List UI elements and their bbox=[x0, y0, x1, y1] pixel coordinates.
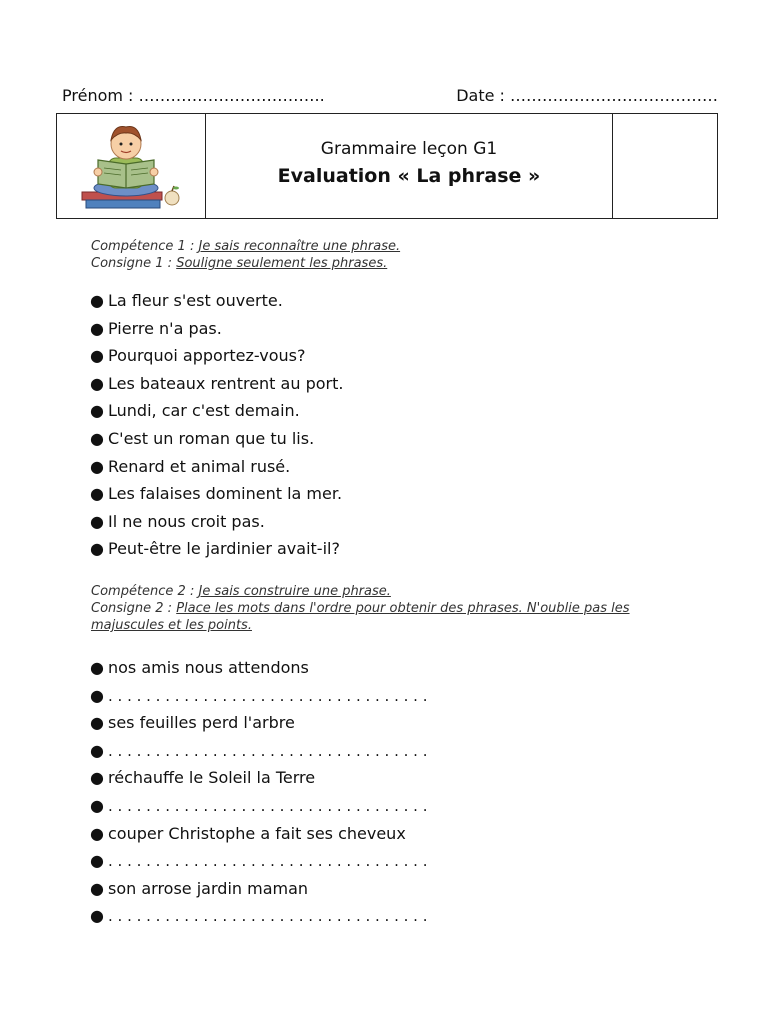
bullet-icon: ● bbox=[90, 291, 104, 310]
bullet-icon: ● bbox=[90, 428, 104, 448]
bullet-icon: ● bbox=[90, 768, 104, 788]
list-item[interactable]: ● Peut-être le jardinier avait-il? bbox=[90, 535, 343, 563]
bullet-icon: ● bbox=[90, 713, 104, 733]
bullet-icon: ● bbox=[90, 823, 104, 843]
score-cell bbox=[613, 114, 717, 218]
list-item: ● couper Christophe a fait ses cheveux bbox=[90, 820, 427, 848]
illustration-cell bbox=[57, 114, 206, 218]
header-table bbox=[56, 113, 718, 219]
list-item: ● nos amis nous attendons bbox=[90, 654, 427, 682]
bullet-icon: ● bbox=[90, 511, 104, 531]
list-item[interactable]: ● Pourquoi apportez-vous? bbox=[90, 342, 343, 370]
bullet-icon: ● bbox=[90, 658, 104, 677]
list-item[interactable]: ● C'est un roman que tu lis. bbox=[90, 425, 343, 453]
title-cell bbox=[206, 114, 613, 218]
bullet-icon: ● bbox=[90, 795, 104, 815]
reading-child-illustration bbox=[76, 118, 186, 214]
list-item: ● son arrose jardin maman bbox=[90, 875, 427, 903]
bullet-icon: ● bbox=[90, 456, 104, 476]
competence-1: Compétence 1 : Je sais reconnaître une phrase. bbox=[91, 239, 401, 254]
section2-instructions bbox=[91, 583, 630, 634]
list-item[interactable]: ● Il ne nous croit pas. bbox=[90, 508, 343, 536]
answer-line[interactable]: ● . . . . . . . . . . . . . . . . . . . . . . . . . . . . . . . . . . bbox=[90, 682, 427, 710]
sentence-list bbox=[90, 287, 343, 563]
answer-line[interactable]: ● . . . . . . . . . . . . . . . . . . . . . . . . . . . . . . . . . . bbox=[90, 792, 427, 820]
list-item[interactable]: ● Les falaises dominent la mer. bbox=[90, 480, 343, 508]
answer-line[interactable]: ● . . . . . . . . . . . . . . . . . . . . . . . . . . . . . . . . . . bbox=[90, 737, 427, 765]
bullet-icon: ● bbox=[90, 346, 104, 366]
answer-line[interactable]: ● . . . . . . . . . . . . . . . . . . . . . . . . . . . . . . . . . . bbox=[90, 847, 427, 875]
list-item: ● réchauffe le Soleil la Terre bbox=[90, 764, 427, 792]
list-item[interactable]: ● Les bateaux rentrent au port. bbox=[90, 370, 343, 398]
word-order-list bbox=[90, 654, 427, 930]
list-item[interactable]: ● Lundi, car c'est demain. bbox=[90, 397, 343, 425]
lesson-title: Grammaire leçon G1 bbox=[320, 139, 498, 159]
consigne-2: Consigne 2 : Place les mots dans l'ordre pour obtenir des phrases. N'oublie pas les bbox=[91, 601, 630, 616]
bullet-icon: ● bbox=[90, 878, 104, 898]
competence-2: Compétence 2 : Je sais construire une phrase. bbox=[91, 584, 391, 599]
bullet-icon: ● bbox=[90, 685, 104, 705]
student-info-line bbox=[62, 86, 718, 105]
bullet-icon: ● bbox=[90, 851, 104, 871]
list-item[interactable]: ● La fleur s'est ouverte. bbox=[90, 287, 343, 315]
list-item[interactable]: ● Pierre n'a pas. bbox=[90, 315, 343, 343]
list-item[interactable]: ● Renard et animal rusé. bbox=[90, 453, 343, 481]
bullet-icon: ● bbox=[90, 401, 104, 421]
bullet-icon: ● bbox=[90, 373, 104, 393]
bullet-icon: ● bbox=[90, 906, 104, 926]
bullet-icon: ● bbox=[90, 318, 104, 338]
bullet-icon: ● bbox=[90, 740, 104, 760]
consigne-1: Consigne 1 : Souligne seulement les phrases. bbox=[91, 256, 388, 271]
bullet-icon: ● bbox=[90, 539, 104, 559]
date-field: Date : ………………………………… bbox=[456, 86, 718, 105]
list-item: ● ses feuilles perd l'arbre bbox=[90, 709, 427, 737]
prenom-field: Prénom : …………………………….. bbox=[62, 86, 325, 105]
bullet-icon: ● bbox=[90, 484, 104, 504]
evaluation-title: Evaluation « La phrase » bbox=[277, 165, 541, 187]
answer-line[interactable]: ● . . . . . . . . . . . . . . . . . . . . . . . . . . . . . . . . . . bbox=[90, 902, 427, 930]
section1-instructions bbox=[91, 238, 400, 272]
consigne-2-continued: majuscules et les points. bbox=[91, 618, 252, 633]
